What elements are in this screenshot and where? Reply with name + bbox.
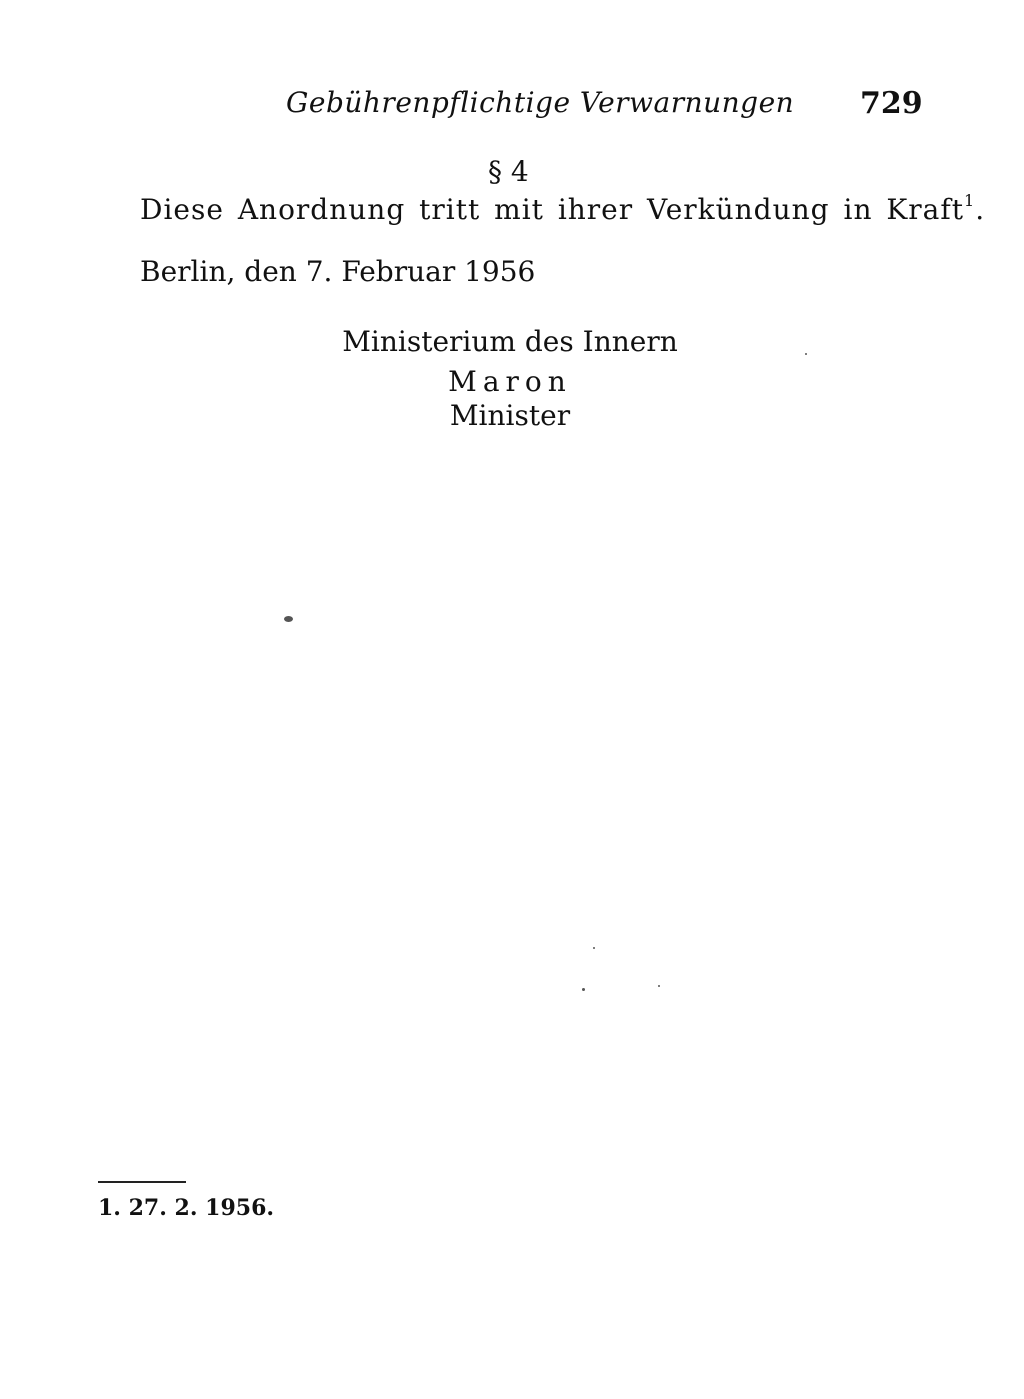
footnote-reference: 1 bbox=[964, 191, 976, 210]
scan-speck bbox=[805, 353, 807, 355]
section-text-end: . bbox=[975, 193, 986, 226]
footnote-divider bbox=[98, 1181, 186, 1183]
place-date: Berlin, den 7. Februar 1956 bbox=[140, 255, 536, 288]
scan-speck bbox=[582, 988, 585, 991]
signature-ministry: Ministerium des Innern bbox=[342, 325, 678, 358]
section-mark: § 4 bbox=[488, 155, 529, 188]
footnote: 1. 27. 2. 1956. bbox=[98, 1195, 275, 1221]
section-text-main: Diese Anordnung tritt mit ihrer Verkündung in Kraft bbox=[140, 193, 964, 226]
scan-speck bbox=[658, 985, 660, 987]
scan-speck bbox=[593, 947, 595, 949]
page-number: 729 bbox=[860, 86, 923, 121]
signature-name: Maron bbox=[448, 365, 572, 398]
section-text bbox=[140, 193, 985, 226]
signature-title: Minister bbox=[449, 399, 571, 432]
running-title: Gebührenpflichtige Verwarnungen bbox=[286, 86, 795, 119]
scan-speck bbox=[284, 616, 293, 622]
